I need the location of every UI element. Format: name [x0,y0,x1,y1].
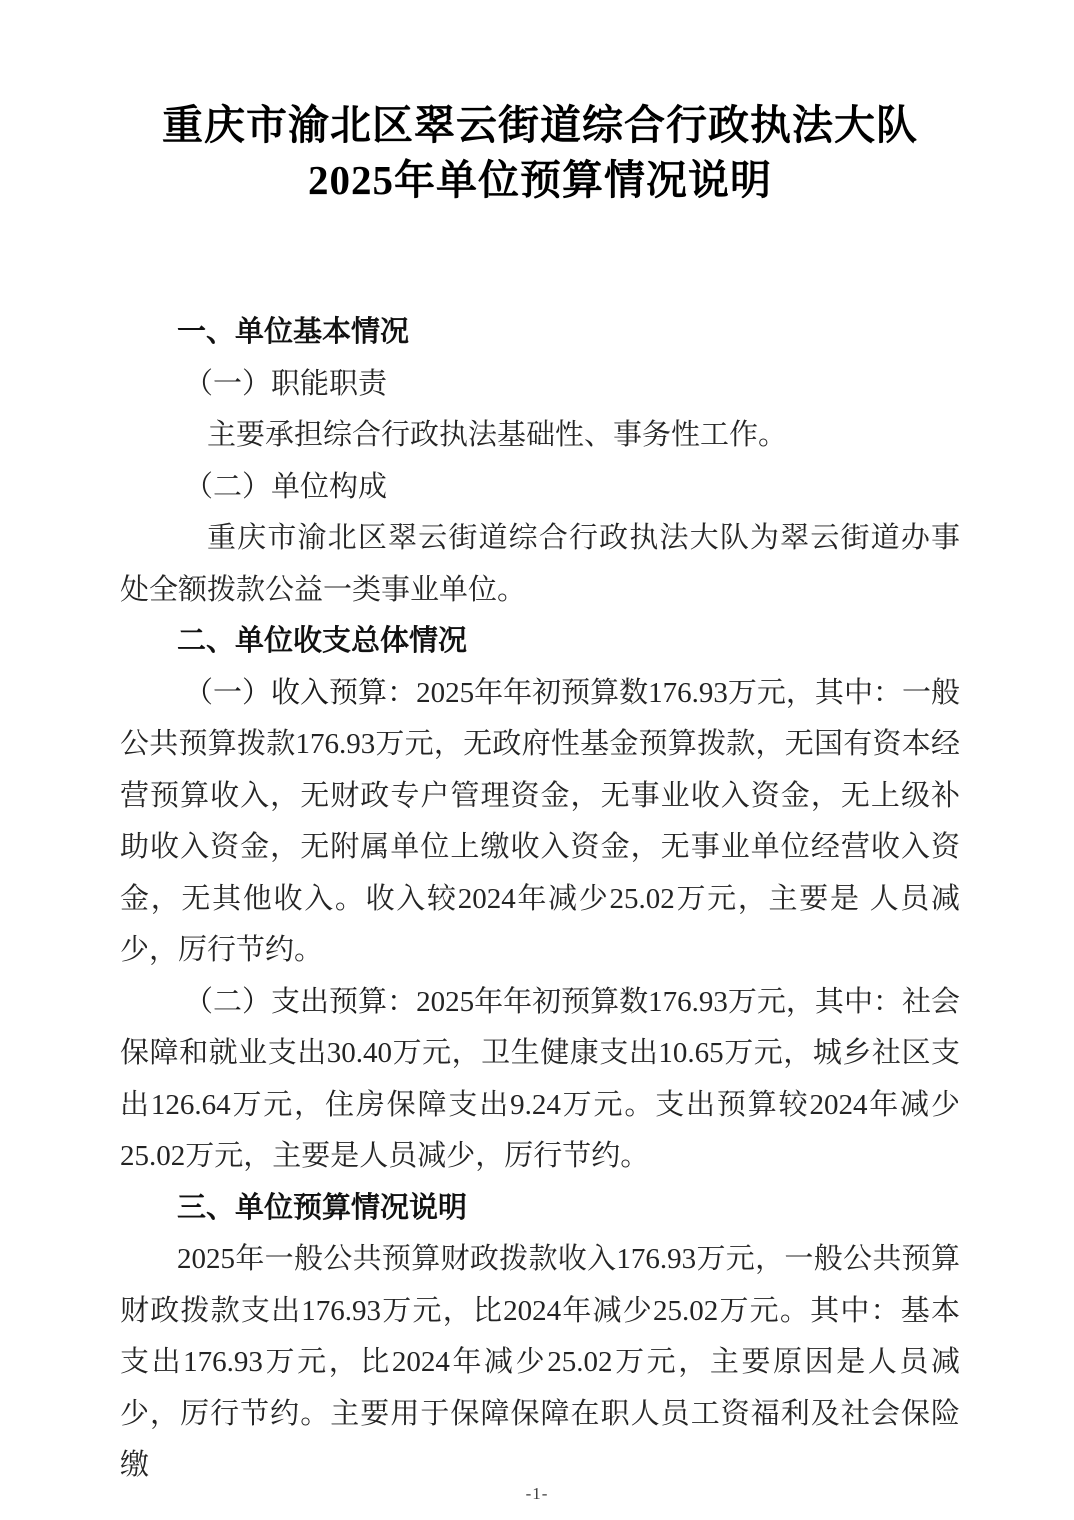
paragraph-expenditure-budget [120,977,960,1183]
income-budget-text: 2025年年初预算数176.93万元，其中：一般公共预算拨款176.93万元，无政府性基金预算拨款，无国有资本经营预算收入，无财政专户管理资金，无事业收入资金，无上级补助收入资金，无附属单位上缴收入资金，无事业单位经营收入资金，无其他收入。收入较2024年减少25.02万元，主要是 人员减少，厉行节约。 [120,676,960,966]
section-3-heading: 三、单位预算情况说明 [177,1191,468,1224]
expenditure-budget-lead: （二）支出预算： [184,985,417,1018]
paragraph-functions-duties: 主要承担综合行政执法基础性、事务性工作。 [207,419,788,451]
income-budget-lead: （一）收入预算： [184,676,417,709]
page-number: -1- [525,1484,549,1503]
document-body [120,307,960,1492]
paragraph-unit-composition: 重庆市渝北区翠云街道综合行政执法大队为翠云街道办事处全额拨款公益一类事业单位。 [120,522,960,606]
section-2-heading: 二、单位收支总体情况 [177,625,468,657]
title-line-2: 2025年单位预算情况说明 [308,157,772,203]
document-title [120,98,960,208]
paragraph-income-budget [120,668,960,977]
section-1-heading: 一、单位基本情况 [177,316,410,348]
paragraph-budget-explanation: 2025年一般公共预算财政拨款收入176.93万元，一般公共预算财政拨款支出176.93万元，比2024年减少25.02万元。其中：基本支出176.93万元，比2024年减少25.02万元，主要原因是人员减少，厉行节约。主要用于保障保障在职人员工资福利及社会保险缴 [120,1243,960,1481]
title-line-1: 重庆市渝北区翠云街道综合行政执法大队 [162,102,918,148]
section-1-1-heading: （一）职能职责 [184,367,388,400]
document-content [120,0,960,1492]
section-1-2-heading: （二）单位构成 [184,470,388,503]
page-footer [0,1484,1074,1504]
expenditure-budget-text: 2025年年初预算数176.93万元，其中：社会保障和就业支出30.40万元，卫生健康支出10.65万元，城乡社区支出126.64万元，住房保障支出9.24万元。支出预算较2024年减少25.02万元，主要是人员减少，厉行节约。 [120,985,960,1172]
